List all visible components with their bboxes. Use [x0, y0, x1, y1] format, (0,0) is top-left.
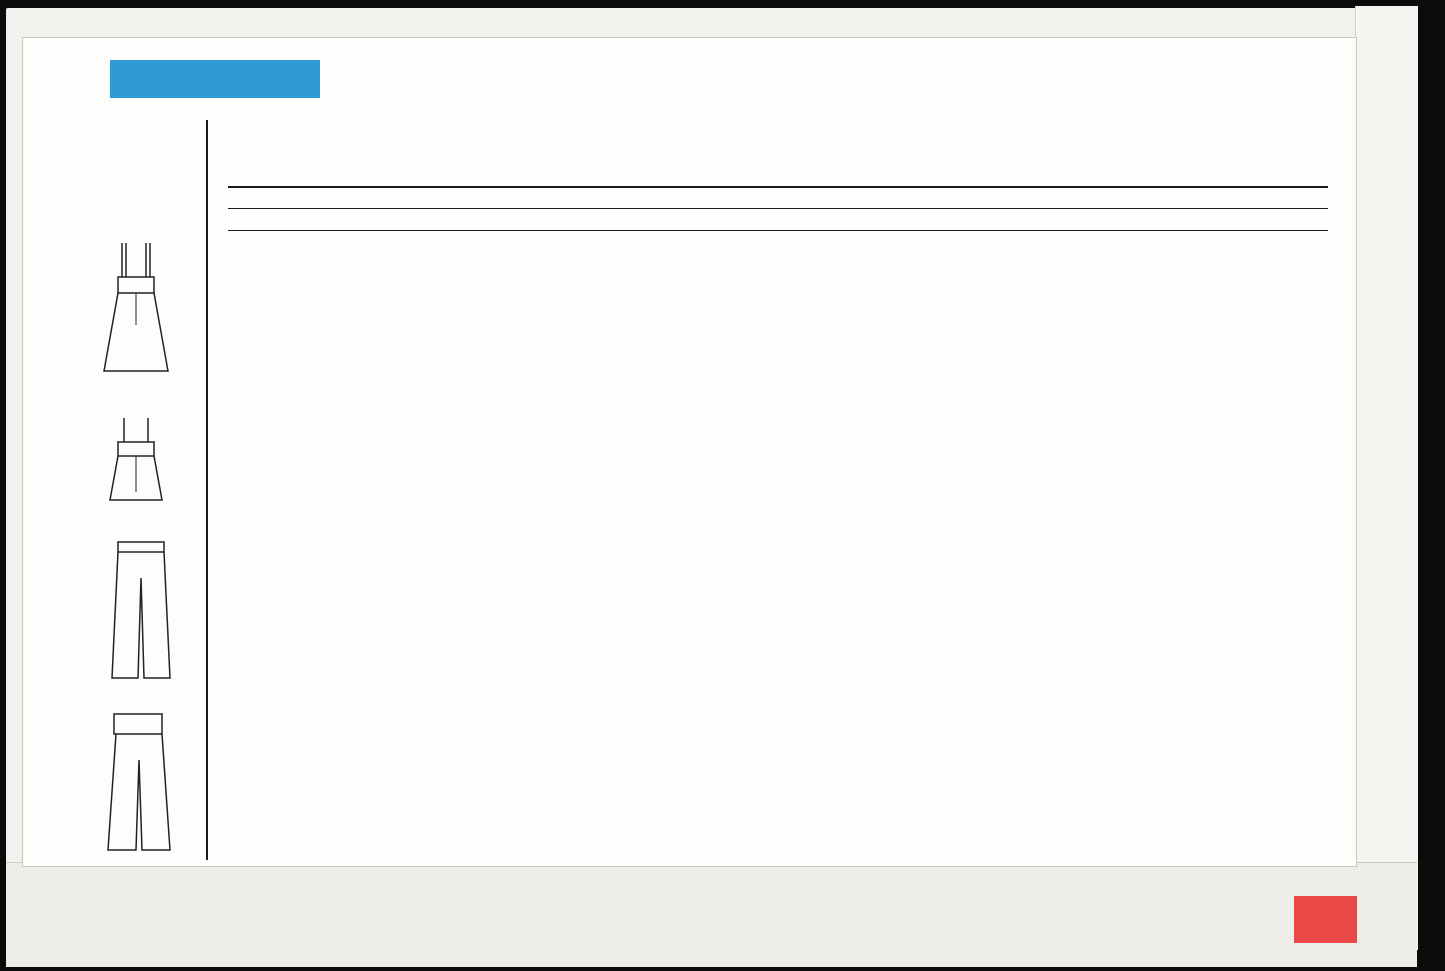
envelope-flap	[1355, 6, 1418, 950]
pattern-info-sheet	[22, 37, 1357, 867]
divider	[228, 230, 1328, 231]
pinafore-sketch-icon	[100, 412, 180, 502]
left-divider	[206, 120, 208, 860]
quick-conversion-banner	[110, 60, 320, 98]
color-swatch	[1294, 896, 1357, 943]
trousers-back-sketch-icon	[108, 538, 178, 683]
conversion-ruler	[367, 38, 1357, 90]
divider	[228, 208, 1328, 209]
dress-sketch-icon	[100, 235, 180, 375]
divider	[228, 186, 1328, 188]
envelope-bottom-flap	[6, 862, 1417, 967]
trousers-front-sketch-icon	[104, 710, 176, 855]
